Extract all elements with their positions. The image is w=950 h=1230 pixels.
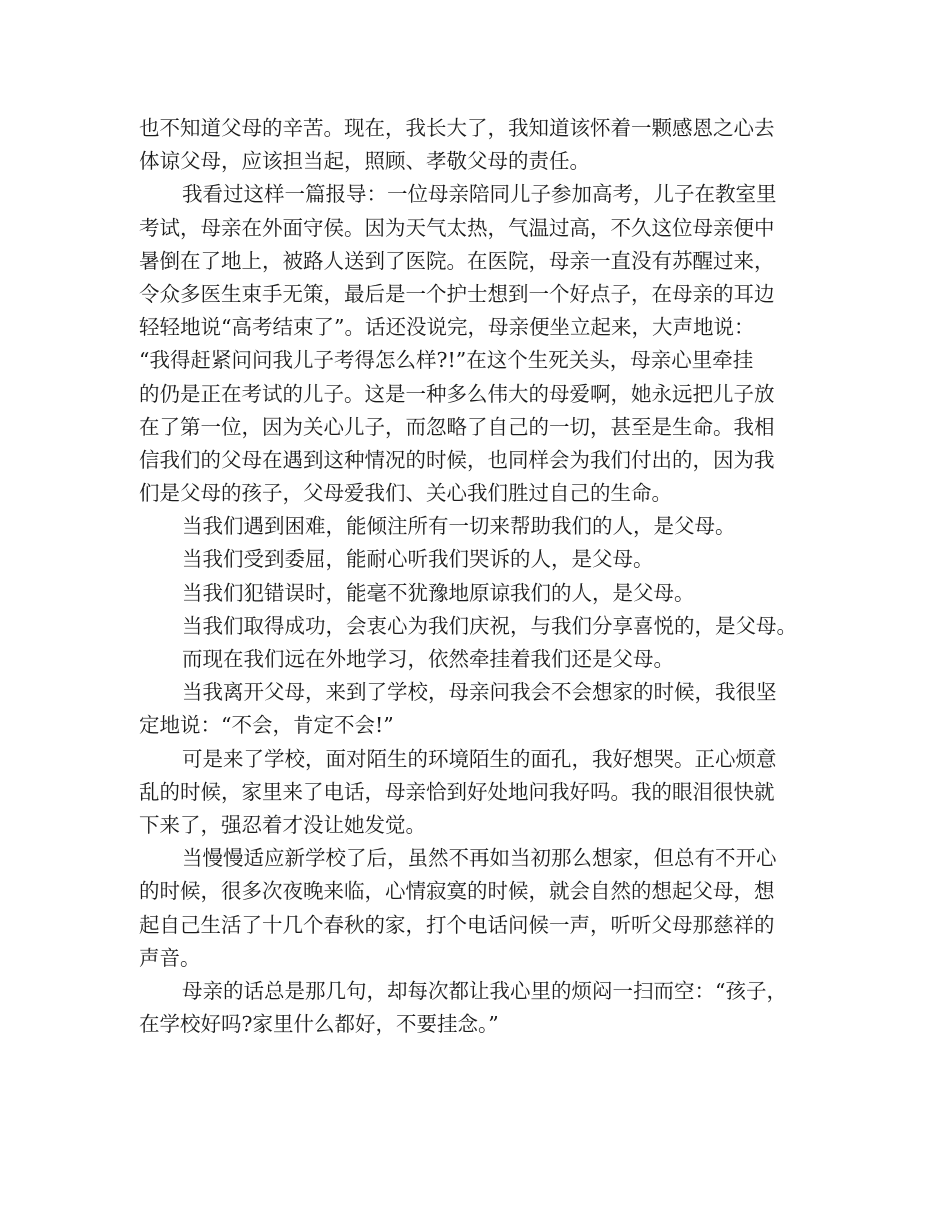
text-line: 声音。 bbox=[139, 945, 201, 970]
text-line: 的仍是正在考试的儿子。这是一种多么伟大的母爱啊，她永远把儿子放 bbox=[139, 381, 775, 406]
text-line: 而现在我们远在外地学习，依然牵挂着我们还是父母。 bbox=[182, 647, 674, 671]
text-line: 考试，母亲在外面守侯。因为天气太热，气温过高，不久这位母亲便中 bbox=[139, 215, 775, 240]
document-body-text bbox=[139, 112, 839, 1041]
text-line: 当我们遇到困难，能倾注所有一切来帮助我们的人，是父母。 bbox=[182, 514, 736, 539]
text-line: 乱的时候，家里来了电话，母亲恰到好处地问我好吗。我的眼泪很快就 bbox=[139, 779, 775, 804]
text-line: 可是来了学校，面对陌生的环境陌生的面孔，我好想哭。正心烦意 bbox=[182, 746, 777, 771]
text-line: 暑倒在了地上，被路人送到了医院。在医院，母亲一直没有苏醒过来， bbox=[139, 248, 775, 273]
text-line: 我看过这样一篇报导：一位母亲陪同儿子参加高考，儿子在教室里 bbox=[182, 182, 777, 207]
text-line: 当慢慢适应新学校了后，虽然不再如当初那么想家，但总有不开心 bbox=[182, 846, 777, 871]
text-line: “我得赶紧问问我儿子考得怎么样?!”在这个生死关头，母亲心里牵挂 bbox=[139, 348, 754, 373]
text-line: 在了第一位，因为关心儿子，而忽略了自己的一切，甚至是生命。我相 bbox=[139, 414, 775, 439]
text-line: 们是父母的孩子，父母爱我们、关心我们胜过自己的生命。 bbox=[139, 481, 672, 506]
text-line: 定地说：“不会，肯定不会!” bbox=[139, 713, 394, 738]
text-line: 当我们取得成功，会衷心为我们庆祝，与我们分享喜悦的，是父母。 bbox=[182, 613, 797, 638]
text-line: 当我们犯错误时，能毫不犹豫地原谅我们的人，是父母。 bbox=[182, 580, 695, 605]
text-line: 起自己生活了十几个春秋的家，打个电话问候一声，听听父母那慈祥的 bbox=[139, 912, 775, 937]
text-line: 当我们受到委屈，能耐心听我们哭诉的人，是父母。 bbox=[182, 547, 654, 572]
text-line: 下来了，强忍着才没让她发觉。 bbox=[139, 812, 426, 837]
text-line: 母亲的话总是那几句，却每次都让我心里的烦闷一扫而空：“孩子， bbox=[182, 978, 787, 1003]
text-line: 轻轻地说“高考结束了”。话还没说完，母亲便坐立起来，大声地说： bbox=[139, 315, 755, 340]
text-line: 信我们的父母在遇到这种情况的时候，也同样会为我们付出的，因为我 bbox=[139, 447, 775, 472]
text-line: 令众多医生束手无策，最后是一个护士想到一个好点子，在母亲的耳边 bbox=[139, 281, 775, 306]
text-line: 在学校好吗?家里什么都好，不要挂念。” bbox=[139, 1012, 499, 1037]
text-line: 当我离开父母，来到了学校，母亲问我会不会想家的时候，我很坚 bbox=[182, 680, 777, 705]
text-line: 也不知道父母的辛苦。现在，我长大了，我知道该怀着一颗感恩之心去 bbox=[139, 116, 775, 140]
text-line: 体谅父母，应该担当起，照顾、孝敬父母的责任。 bbox=[139, 149, 590, 174]
text-line: 的时候，很多次夜晚来临，心情寂寞的时候，就会自然的想起父母，想 bbox=[139, 879, 775, 904]
